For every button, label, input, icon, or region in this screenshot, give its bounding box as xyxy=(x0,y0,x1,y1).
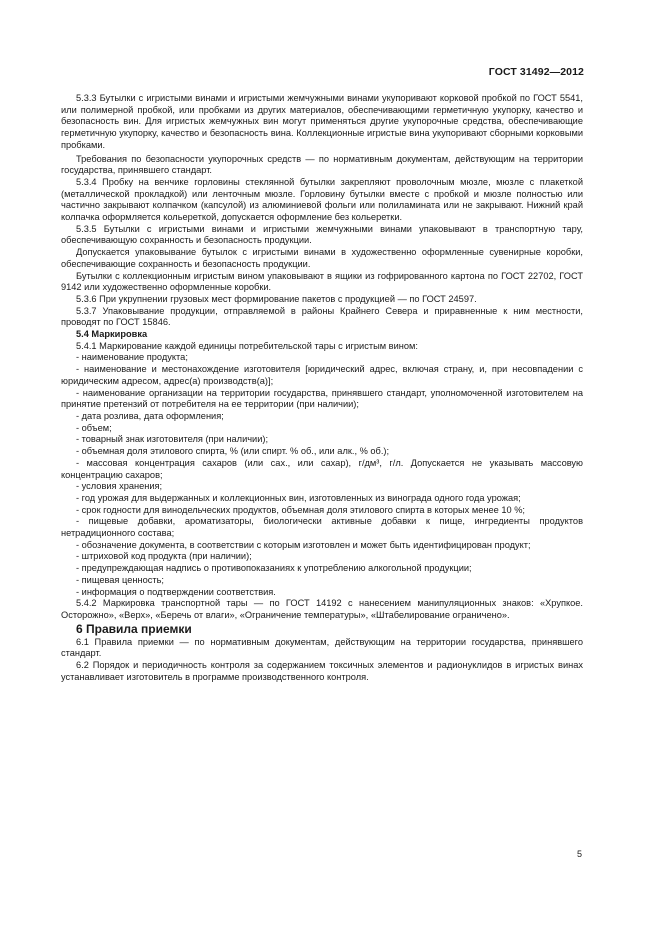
paragraph-souvenir-boxes: Допускается упаковывание бутылок с игристыми винами в художественно оформленные сувенирные коробки, обеспечивающие сохранность и безопасность продукции. xyxy=(61,247,583,269)
document-id-header: ГОСТ 31492—2012 xyxy=(488,66,584,78)
paragraph-6-2: 6.2 Порядок и периодичность контроля за содержанием токсичных элементов и радионуклидов в игристых винах устанавливает изготовитель в программе производственного контроля. xyxy=(61,660,583,682)
list-item: - срок годности для винодельческих продуктов, объемная доля этилового спирта в которых менее 10 %; xyxy=(76,504,525,515)
page-number: 5 xyxy=(576,849,582,859)
paragraph-5-4-2: 5.4.2 Маркировка транспортной тары — по ГОСТ 14192 с нанесением манипуляционных знаков: «Хрупкое. Осторожно», «Верх», «Беречь от влаги», «Ограничение температуры», «Штабелирование ограничено». xyxy=(61,598,583,620)
list-item: - штриховой код продукта (при наличии); xyxy=(76,551,252,562)
section-heading-6: 6 Правила приемки xyxy=(76,621,192,636)
list-item: - год урожая для выдержанных и коллекционных вин, изготовленных из винограда одного года урожая; xyxy=(76,492,521,503)
paragraph-5-4-1: 5.4.1 Маркирование каждой единицы потребительской тары с игристым вином: xyxy=(76,340,418,351)
list-item: - обозначение документа, в соответствии с которым изготовлен и может быть идентифицирован продукт; xyxy=(76,539,531,550)
list-item: - товарный знак изготовителя (при наличии); xyxy=(76,434,269,445)
paragraph-6-1: 6.1 Правила приемки — по нормативным документам, действующим на территории государства, принявшего стандарт. xyxy=(61,636,583,659)
paragraph-5-3-3: 5.3.3 Бутылки с игристыми винами и игристыми жемчужными винами укупоривают корковой пробкой по ГОСТ 5541, или полимерной пробкой, или пробками из других материалов, обеспечивающими герметичную укупорку, качество и безопасность вин. Для игристых жемчужных вин могут применяться другие укупорочные средства, обеспечивающие герметичную укупорку, качество и безопасность вина. Коллекционные игристые вина укупоривают сборными корковыми пробками. xyxy=(61,93,583,150)
list-item: - условия хранения; xyxy=(76,481,163,492)
list-item: - дата розлива, дата оформления; xyxy=(76,410,224,421)
document-body xyxy=(61,93,583,683)
list-item: - пищевые добавки, ароматизаторы, биологически активные добавки к пище, ингредиенты продуктов нетрадиционного состава; xyxy=(61,516,583,539)
list-item: - информация о подтверждении соответствия. xyxy=(76,586,276,597)
list-item: - предупреждающая надпись о противопоказаниях к употреблению алкогольной продукции; xyxy=(76,563,472,574)
subsection-heading-5-4: 5.4 Маркировка xyxy=(76,329,148,340)
list-item: - массовая концентрация сахаров (или сах., или сахар), г/дм³, г/л. Допускается не указывать массовую концентрацию сахаров; xyxy=(61,457,583,480)
paragraph-5-3-5: 5.3.5 Бутылки с игристыми винами и игристыми жемчужными винами упаковывают в транспортную тару, обеспечивающую сохранность и безопасность продукции. xyxy=(61,223,583,246)
list-item: - наименование и местонахождение изготовителя [юридический адрес, включая страну, и, при несовпадении с юридическим адресом, адрес(а) производств(а)]; xyxy=(61,364,583,386)
paragraph-5-3-7: 5.3.7 Упаковывание продукции, отправляемой в районы Крайнего Севера и приравненные к ним местности, проводят по ГОСТ 15846. xyxy=(61,305,583,328)
list-item: - объемная доля этилового спирта, % (или спирт. % об., или алк., % об.); xyxy=(76,446,390,457)
paragraph-closure-safety: Требования по безопасности укупорочных средств — по нормативным документам, действующим на территории государства, принявшего стандарт. xyxy=(61,153,583,176)
list-item: - пищевая ценность; xyxy=(76,574,164,585)
list-item: - наименование продукта; xyxy=(76,352,188,363)
paragraph-collection-wine-boxes: Бутылки с коллекционным игристым вином упаковывают в ящики из гофрированного картона по ГОСТ 22702, ГОСТ 9142 или художественно оформленные коробки. xyxy=(61,270,583,293)
list-item: - наименование организации на территории государства, принявшего стандарт, уполномоченной изготовителем на принятие претензий от потребителя на ее территории (при наличии); xyxy=(61,387,583,410)
paragraph-5-3-4: 5.3.4 Пробку на венчике горловины стеклянной бутылки закрепляют проволочным мюзле, мюзле с плакеткой (металлической прокладкой) или ленточным мюзле. Горловину бутылки вместе с пробкой и мюзле полностью или частично закрывают колпачком (капсулой) из алюминиевой фольги или полиламината или не закрывают. Нижний край колпачка оформляется кольереткой, допускается оформление без кольеретки. xyxy=(61,176,583,223)
paragraph-5-3-6: 5.3.6 При укрупнении грузовых мест формирование пакетов с продукцией — по ГОСТ 24597. xyxy=(76,293,477,304)
list-item: - объем; xyxy=(76,422,112,433)
